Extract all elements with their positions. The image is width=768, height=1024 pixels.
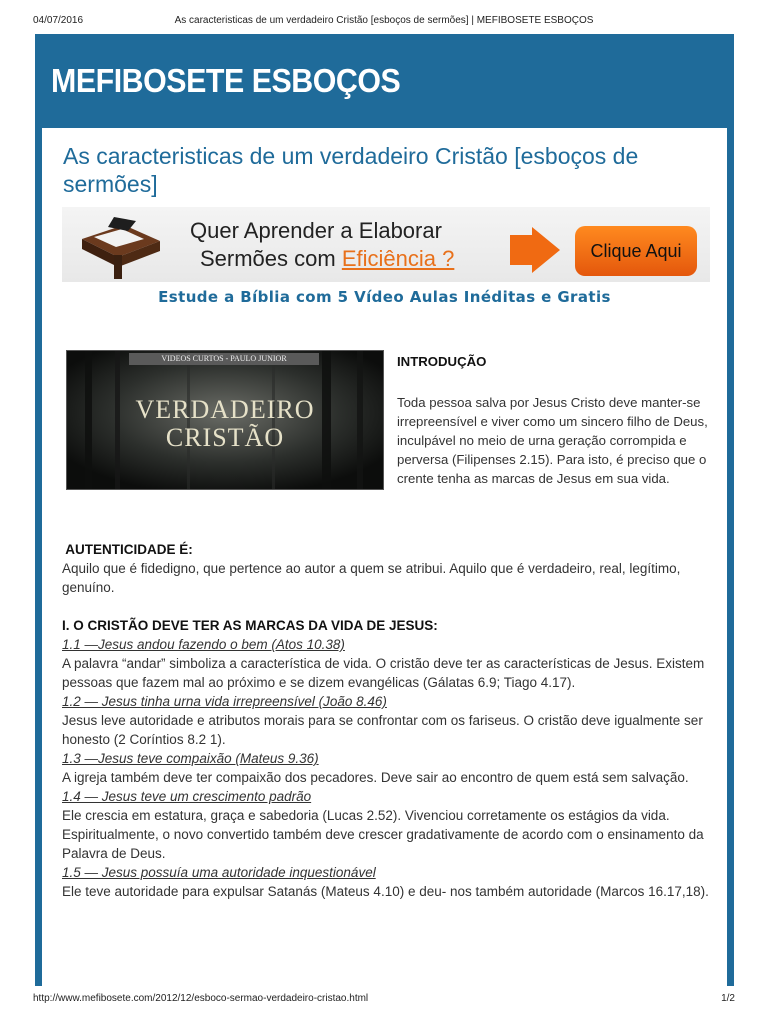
post-content	[42, 128, 727, 986]
authenticity-text: Aquilo que é fidedigno, que pertence ao autor a quem se atribui. Aquilo que é verdadeiro, real, legítimo, genuíno.	[62, 561, 681, 595]
subsection-title: 1.4 — Jesus teve um crescimento padrão	[62, 789, 312, 804]
print-page-title: As caracteristicas de um verdadeiro Cristão [esboços de sermões] | MEFIBOSETE ESBOÇOS	[174, 15, 594, 26]
print-date: 04/07/2016	[33, 15, 84, 26]
authenticity-heading: AUTENTICIDADE É:	[62, 542, 193, 557]
video-title-line1: VERDADEIRO	[135, 395, 315, 424]
arrow-right-icon	[506, 225, 564, 275]
subsection-text: Jesus leve autoridade e atributos morais para se confrontar com os fariseus. O cristão deve igualmente ser honesto (2 Coríntios 8.2 1).	[62, 713, 703, 747]
intro-text: Toda pessoa salva por Jesus Cristo deve manter-se irrepreensível e viver como um sincero filho de Deus, inculpável no meio de urna geração corrompida e perversa (Filipenses 2.15). Para isto, é preciso que o crente tenha as marcas de Jesus em sua vida.	[397, 395, 708, 486]
books-icon	[74, 211, 164, 281]
print-header	[0, 15, 768, 29]
page-frame	[35, 34, 734, 986]
subsection-title: 1.3 —Jesus teve compaixão (Mateus 9.36)	[62, 751, 319, 766]
subsection-text: Ele crescia em estatura, graça e sabedoria (Lucas 2.52). Vivenciou corretamente os estágios da vida. Espiritualmente, o novo convertido também deve crescer gradativamente de acordo com o ensinamento da Palavra de Deus.	[62, 808, 704, 861]
subsection-text: A palavra “andar” simboliza a característica de vida. O cristão deve ter as características de Jesus. Existem pessoas que fazem mal ao próximo e se dizem evangélicas (Gálatas 6.9; Tiago 4.17).	[62, 656, 705, 690]
page-number: 1/2	[721, 993, 735, 1004]
subsection-title: 1.5 — Jesus possuía uma autoridade inquestionável	[62, 865, 376, 880]
subsection-text: Ele teve autoridade para expulsar Satanás (Mateus 4.10) e deu- nos também autoridade (Marcos 16.17,18).	[62, 884, 709, 899]
subsection-title: 1.2 — Jesus tinha urna vida irrepreensível (João 8.46)	[62, 694, 387, 709]
video-lessons-subtitle[interactable]: Estude a Bíblia com 5 Vídeo Aulas Inéditas e Gratis	[158, 288, 611, 306]
clique-aqui-button[interactable]: Clique Aqui	[575, 226, 697, 276]
subsection-title: 1.1 —Jesus andou fazendo o bem (Atos 10.38)	[62, 637, 345, 652]
course-banner[interactable]	[62, 207, 710, 282]
intro-heading: INTRODUÇÃO	[397, 354, 487, 369]
print-url: http://www.mefibosete.com/2012/12/esboco-sermao-verdadeiro-cristao.html	[33, 993, 369, 1004]
banner-line2-prefix: Sermões com	[200, 246, 342, 271]
intro-section	[397, 352, 717, 488]
post-body	[62, 540, 712, 901]
video-title-line2: CRISTÃO	[165, 423, 285, 452]
section-heading: I. O CRISTÃO DEVE TER AS MARCAS DA VIDA DE JESUS:	[62, 618, 438, 633]
subsection-text: A igreja também deve ter compaixão dos pecadores. Deve sair ao encontro de quem está sem salvação.	[62, 770, 689, 785]
print-footer	[0, 993, 768, 1007]
video-thumbnail[interactable]	[66, 350, 384, 490]
video-series-label: VIDEOS CURTOS - PAULO JUNIOR	[129, 353, 319, 365]
site-title-link[interactable]: MEFIBOSETE ESBOÇOS	[51, 62, 401, 99]
banner-accent: Eficiência ?	[341, 246, 455, 271]
banner-text	[190, 217, 454, 273]
banner-line1: Quer Aprender a Elaborar	[190, 218, 442, 243]
post-title[interactable]: As caracteristicas de um verdadeiro Cristão [esboços de sermões]	[63, 143, 639, 197]
